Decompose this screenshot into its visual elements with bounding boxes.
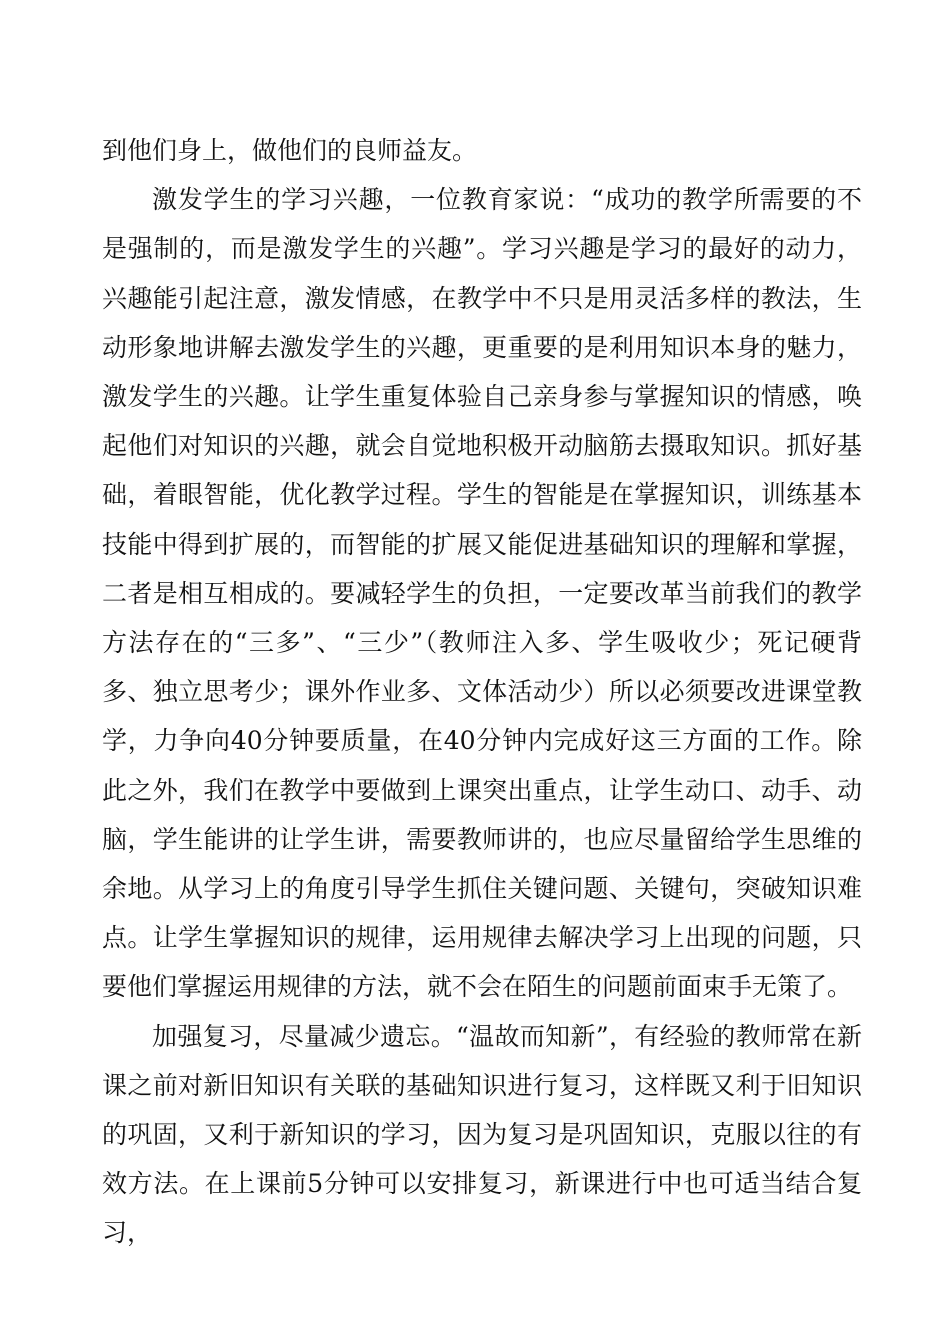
paragraph-learning-interest: 激发学生的学习兴趣，一位教育家说：“成功的教学所需要的不是强制的，而是激发学生的兴趣”。学习兴趣是学习的最好的动力，兴趣能引起注意，激发情感，在教学中不只是用灵活多样的教法，生动形象地讲解去激发学生的兴趣，更重要的是利用知识本身的魅力，激发学生的兴趣。让学生重复体验自己亲身参与掌握知识的情感，唤起他们对知识的兴趣，就会自觉地积极开动脑筋去摄取知识。抓好基础，着眼智能，优化教学过程。学生的智能是在掌握知识，训练基本技能中得到扩展的，而智能的扩展又能促进基础知识的理解和掌握，二者是相互相成的。要减轻学生的负担，一定要改革当前我们的教学方法存在的“三多”、“三少”（教师注入多、学生吸收少；死记硬背多、独立思考少；课外作业多、文体活动少）所以必须要改进课堂教学，力争向40分钟要质量，在40分钟内完成好这三方面的工作。除此之外，我们在教学中要做到上课突出重点，让学生动口、动手、动脑，学生能讲的让学生讲，需要教师讲的，也应尽量留给学生思维的余地。从学习上的角度引导学生抓住关键问题、关键句，突破知识难点。让学生掌握知识的规律，运用规律去解决学习上出现的问题，只要他们掌握运用规律的方法，就不会在陌生的问题前面束手无策了。: [102, 185, 862, 1002]
paragraph-review: 加强复习，尽量减少遗忘。“温故而知新”，有经验的教师常在新课之前对新旧知识有关联的基础知识进行复习，这样既又利于旧知识的巩固，又利于新知识的学习，因为复习是巩固知识，克服以往的有效方法。在上课前5分钟可以安排复习，新课进行中也可适当结合复习，: [102, 1021, 862, 1248]
paragraph-continuation: 到他们身上，做他们的良师益友。: [102, 136, 478, 165]
document-body: [102, 126, 862, 1258]
